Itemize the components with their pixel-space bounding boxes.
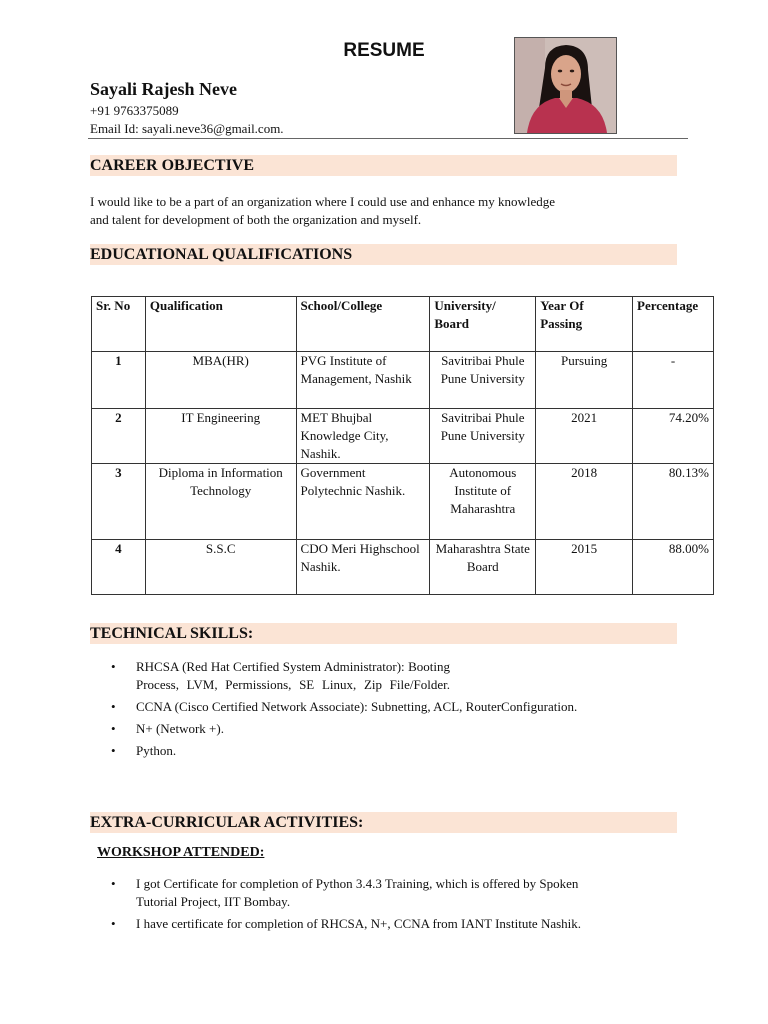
cell-percentage: 88.00% <box>633 540 714 595</box>
candidate-name: Sayali Rajesh Neve <box>90 79 237 99</box>
education-heading: EDUCATIONAL QUALIFICATIONS <box>90 244 677 265</box>
list-item: • RHCSA (Red Hat Certified System Administrator): Booting Process, LVM, Permissions, SE Linux, Zip File/Folder. <box>136 658 450 694</box>
career-objective-line-2: and talent for development of both the organization and myself. <box>90 212 422 227</box>
cell-university: Autonomous Institute of Maharashtra <box>430 464 536 540</box>
technical-skills-list <box>110 658 648 764</box>
career-objective-heading: CAREER OBJECTIVE <box>90 155 677 176</box>
cell-university: Maharashtra State Board <box>430 540 536 595</box>
cell-year: Pursuing <box>536 352 633 409</box>
workshop-subheading: WORKSHOP ATTENDED: <box>97 845 265 860</box>
header-sr-no: Sr. No <box>92 297 146 352</box>
table-header-row <box>92 297 714 352</box>
cell-school: Government Polytechnic Nashik. <box>296 464 430 540</box>
table-row <box>92 409 714 464</box>
cell-year: 2015 <box>536 540 633 595</box>
cell-year: 2021 <box>536 409 633 464</box>
phone-number: +91 9763375089 <box>90 103 179 118</box>
header-school: School/College <box>296 297 430 352</box>
header-university: University/ Board <box>430 297 536 352</box>
header-percentage: Percentage <box>633 297 714 352</box>
technical-skills-heading: TECHNICAL SKILLS: <box>90 623 677 644</box>
table-row <box>92 352 714 409</box>
cell-school: MET Bhujbal Knowledge City, Nashik. <box>296 409 430 464</box>
profile-photo-image <box>515 38 616 133</box>
table-row <box>92 464 714 540</box>
education-table <box>91 296 714 595</box>
list-item: • CCNA (Cisco Certified Network Associate): Subnetting, ACL, RouterConfiguration. <box>136 698 648 716</box>
cell-sr: 2 <box>92 409 146 464</box>
header-qualification: Qualification <box>145 297 296 352</box>
career-objective-line-1: I would like to be a part of an organization where I could use and enhance my knowledge <box>90 194 556 209</box>
list-item: • I have certificate for completion of RHCSA, N+, CCNA from IANT Institute Nashik. <box>136 915 656 933</box>
list-item: • I got Certificate for completion of Python 3.4.3 Training, which is offered by Spoken Tutorial Project, IIT Bombay. <box>136 875 606 911</box>
cell-qualification: IT Engineering <box>145 409 296 464</box>
cell-university: Savitribai Phule Pune University <box>430 352 536 409</box>
cell-university: Savitribai Phule Pune University <box>430 409 536 464</box>
table-row <box>92 540 714 595</box>
cell-qualification: MBA(HR) <box>145 352 296 409</box>
list-item: • N+ (Network +). <box>136 720 648 738</box>
cell-school: PVG Institute of Management, Nashik <box>296 352 430 409</box>
cell-percentage: 80.13% <box>633 464 714 540</box>
cell-qualification: Diploma in Information Technology <box>145 464 296 540</box>
extra-curricular-heading: EXTRA-CURRICULAR ACTIVITIES: <box>90 812 677 833</box>
cell-school: CDO Meri Highschool Nashik. <box>296 540 430 595</box>
cell-sr: 4 <box>92 540 146 595</box>
cell-percentage: 74.20% <box>633 409 714 464</box>
cell-year: 2018 <box>536 464 633 540</box>
header-year: Year Of Passing <box>536 297 633 352</box>
cell-percentage: - <box>633 352 714 409</box>
profile-photo <box>514 37 617 134</box>
cell-qualification: S.S.C <box>145 540 296 595</box>
workshop-list <box>110 875 656 937</box>
email: Email Id: sayali.neve36@gmail.com. <box>90 121 284 136</box>
cell-sr: 3 <box>92 464 146 540</box>
page-title: RESUME <box>343 40 425 61</box>
header-divider <box>88 138 688 139</box>
list-item: • Python. <box>136 742 648 760</box>
cell-sr: 1 <box>92 352 146 409</box>
